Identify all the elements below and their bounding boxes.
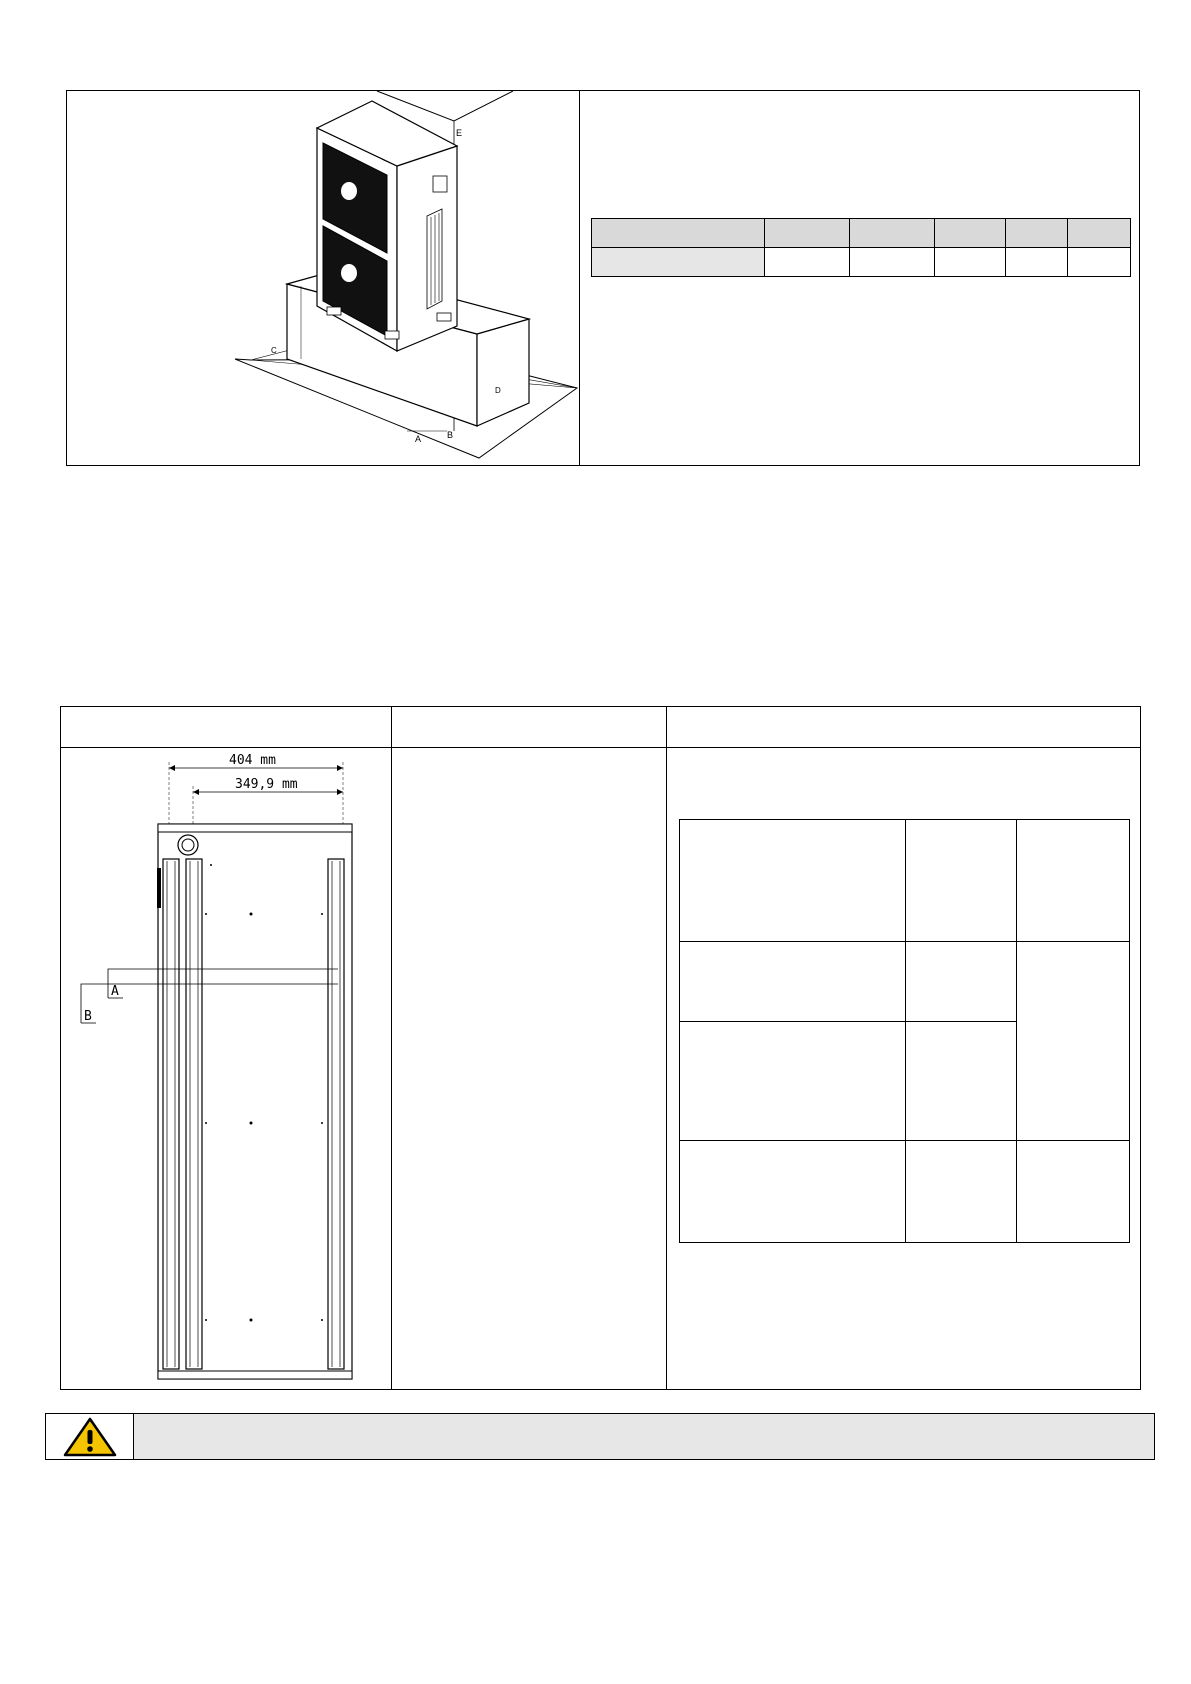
spec-header-cell	[935, 219, 1006, 248]
spec-header-cell	[592, 219, 765, 248]
spec-header-cell	[1068, 219, 1131, 248]
spec-header-cell	[1006, 219, 1068, 248]
inner-table-row	[680, 1141, 1130, 1243]
inner-cell	[906, 1141, 1017, 1243]
spec-row-cell	[850, 248, 935, 277]
inner-cell	[680, 1022, 906, 1141]
warning-notice	[45, 1413, 1155, 1460]
main-table-header-row	[61, 707, 1141, 748]
inner-cell	[680, 820, 906, 942]
spec-table-header-row	[592, 219, 1131, 248]
dim-outer-label: 404 mm	[229, 753, 276, 768]
inner-cell	[906, 942, 1017, 1022]
inner-cell	[1017, 1141, 1130, 1243]
spec-row-cell	[1006, 248, 1068, 277]
spec-row-label-cell	[592, 248, 765, 277]
plan-drawing-cell	[61, 748, 392, 1390]
leader-label-b: B	[84, 1009, 92, 1024]
spec-table-row	[592, 248, 1131, 277]
inner-spec-table	[679, 819, 1130, 1243]
leader-label-a: A	[111, 984, 119, 999]
main-header-cell	[667, 707, 1141, 748]
inner-cell	[1017, 820, 1130, 942]
spec-row-cell	[1068, 248, 1131, 277]
iso-label-b: B	[447, 430, 454, 440]
spec-table	[591, 218, 1131, 277]
inner-cell	[906, 1022, 1017, 1141]
iso-label-c: C	[271, 346, 277, 355]
inner-cell	[680, 1141, 906, 1243]
iso-label-a: A	[415, 434, 422, 444]
spec-header-cell	[765, 219, 850, 248]
inner-table-row	[680, 820, 1130, 942]
spec-row-cell	[935, 248, 1006, 277]
main-header-cell	[61, 707, 392, 748]
main-header-cell	[392, 707, 667, 748]
dim-inner-label: 349,9 mm	[235, 777, 298, 792]
isometric-unit-on-base-drawing	[177, 91, 587, 463]
spec-row-cell	[765, 248, 850, 277]
iso-label-d: D	[495, 386, 501, 395]
spec-header-cell	[850, 219, 935, 248]
inner-table-row	[680, 942, 1130, 1022]
inner-cell	[906, 820, 1017, 942]
warning-icon-cell	[46, 1414, 134, 1459]
iso-label-e: E	[456, 128, 463, 138]
warning-triangle-icon	[63, 1417, 117, 1457]
base-plan-drawing	[61, 748, 390, 1388]
inner-cell	[680, 942, 906, 1022]
description-cell	[392, 748, 667, 1390]
inner-merged-cell	[1017, 942, 1130, 1141]
top-figure-box	[66, 90, 1140, 466]
